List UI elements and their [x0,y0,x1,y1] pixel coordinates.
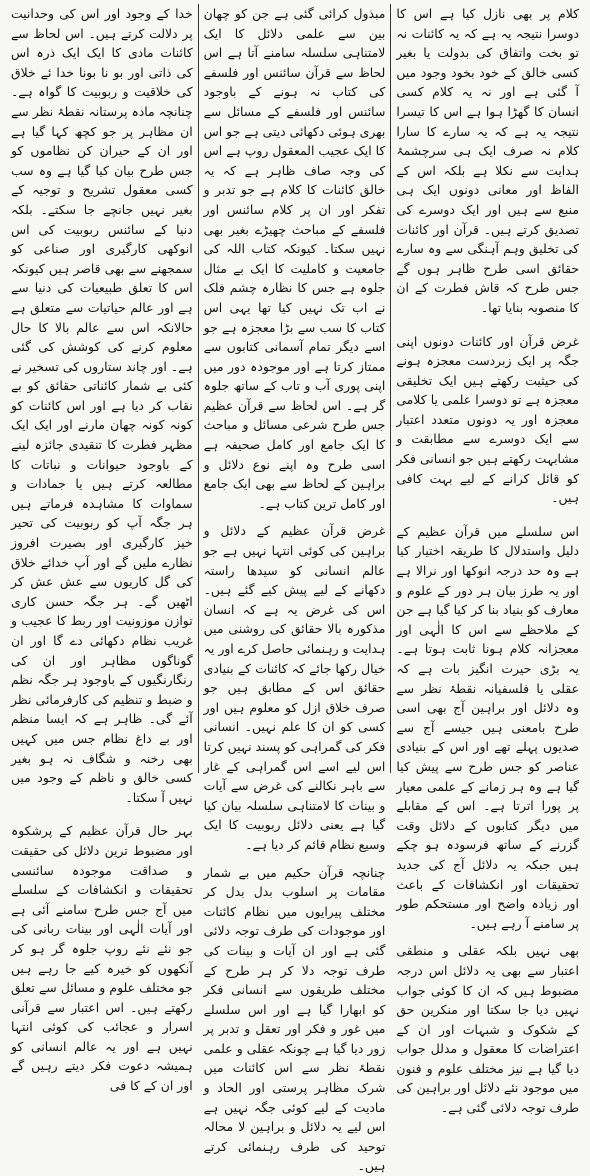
paragraph: بھی نہیں بلکہ عقلی و منطقی اعتبار سے بھی یہ دلائل اس درجہ مضبوط ہیں کہ ان کا کوئی جواب نہیں دیا جا سکتا اور منکرین حق کے شکوک و شبہات اور ان کے اعتراضات کا معقول و مدلل جواب دیا گیا ہے نیز مختلف علوم و فنون میں موجود نئے دلائل اور براہین کی طرف توجہ دلائی گئی ہے۔ [396,943,579,1116]
paragraph: کلام پر بھی نازل کیا ہے اس کا دوسرا نتیجہ یہ ہے کہ یہ کائنات نہ تو بخت واتفاق کی بدولت یا بغیر کسی خالق کے خود بخود وجود میں آ گئی ہے اور نہ یہ کلام کسی انسان کا گھڑا ہوا ہے اس کا تیسرا نتیجہ یہ ہے کہ یہ سارے کا سارا کلام نہ صرف ایک ہی سرچشمۂ ہدایت سے نکلا ہے بلکہ اس کے الفاظ اور معانی دونوں ایک ہی منبع سے ہیں اور ایک دوسرے کی تصدیق کرتے ہیں۔ قرآن اور کائنات کی تخلیق وہم آہنگی سے وہ سارے حقائق اسی طرح ظاہر ہوں گے جس طرح کہ قاش فطرت کے ان کا منصوبہ بنایا تھا۔ [396,6,579,315]
paragraph: اس سلسلے میں قرآن عظیم کے دلیل واستدلال کا طریقہ اختیار کیا ہے وہ حد درجہ انوکھا اور نرالا ہے اور یہ طرز بیان ہر دور کے علوم و معارف کو بنیاد بنا کر کیا گیا ہے جن کے ملاحظے سے اس کا الٰہی اور معجزانہ کلام ہونا ثابت ہوتا ہے۔ یہ بڑی حیرت انگیز بات ہے کہ عقلی یا فلسفیانہ نقطۂ نظر سے وہ دلائل اور براہین آج بھی اسی طرح بامعنی ہیں جیسے آج سے صدیوں پہلے تھے اور اس کے بنیادی عناصر کو جس طرح سے پیش کیا گیا ہے وہ ہر زمانے کے علمی معیار پر پورا اترتا ہے۔ اس کے مقابلے میں دیگر کتابوں کے دلائل وقت گزرنے کے ساتھ فرسودہ ہو چکے ہیں جبکہ یہ دلائل آج کی جدید تحقیقات اور انکشافات کے باعث اور زیادہ واضح اور مستحکم طور پر سامنے آ رہے ہیں۔ [396,523,579,931]
paragraph: مبذول کرائی گئی ہے جن کو چھان بین سے علمی دلائل کا ایک لامتناہی سلسلہ سامنے آتا ہے اس لحاظ سے قرآن سائنس اور فلسفے کی کتاب نہ ہونے کے باوجود سائنس اور فلسفے کے مسائل سے بھری ہوئی دکھائی دیتی ہے جو اس کا ایک عجیب المعقول روپ ہے اس کی وجہ صاف ظاہر ہے کہ یہ خالق کائنات کا کلام ہے جو تدبر و تفکر اور ان پر کلام سائنس اور فلسفے کے مباحث چھیڑے بغیر بھی نہیں سکتا۔ کیونکہ کتاب اللہ کی جامعیت و کاملیت کا ایک بے مثال جلوہ ہے جس کا نظارہ چشم فلک نے اب تک نہیں کیا تھا یہی اس کتاب کا سب سے بڑا معجزہ ہے جو اسے دیگر تمام آسمانی کتابوں سے ممتاز کرتا ہے اور موجودہ دور میں اپنی پوری آب و تاب کے ساتھ جلوہ گر ہے۔ اس لحاظ سے قرآن عظیم جس طرح شرعی مسائل و مباحث کا ایک جامع اور کامل صحیفہ ہے اسی طرح وہ اپنے نوع دلائل و براہین کے لحاظ سے بھی ایک جامع اور کامل ترین کتاب ہے۔ [203,6,386,511]
paragraph: چنانچہ قرآن حکیم میں بے شمار مقامات پر اسلوب بدل بدل کر مختلف پیرایوں میں نظام کائنات اور موجودات کی طرف توجہ دلائی گئی ہے اور ان آیات و بینات کی طرف توجہ دلا کر ہر طرح کے مختلف طریقوں سے انسانی فکر کو ابھارا گیا ہے اور اس سلسلے میں غور و فکر اور تعقل و تدبر پر زور دیا گیا ہے چونکہ عقلی و علمی نقطۂ نظر سے اس کائنات میں شرک مظاہر پرستی اور الحاد و مادیت کے لیے کوئی جگہ نہیں ہے اس لیے یہ دلائل و براہین لا محالہ توحید کی طرف رہنمائی کرتے ہیں۔ [203,864,386,1174]
text-column-middle [199,4,392,1174]
paragraph: خدا کے وجود اور اس کی وحدانیت پر دلالت کرتے ہیں۔ اس لحاظ سے کائنات مادی کا ایک ایک ذرہ اس کی ذاتی اور بو نا بونا خدا ئے خلاق کی خلاقیت و ربوبیت کا گواہ ہے۔ چنانچہ مادہ پرستانہ نقطۂ نظر سے ان مظاہر پر جو کچھ کہا گیا ہے اور ان کے حیران کن نظاموں کو جس طرح بیان کیا گیا ہے وہ سب کسی معقول تشریح و توجیہ کے بغیر نہیں جانچے جا سکتے۔ بلکہ دنیا کے سائنس ربوبیت کی اس انوکھی کارگیری اور صناعی کو سمجھنے سے بھی قاصر ہیں کیونکہ اس کا تعلق طبیعیات کی دنیا سے ہے اور عالم حیاتیات سے متعلق ہے حالانکہ اس سے عالم بالا کا حال معلوم کرنے کی کوشش کی گئی ہے۔ اور چاند ستاروں کی تسخیر نے کئی بے شمار کائناتی حقائق کو بے نقاب کر دیا ہے اور اس کائنات کو کونہ کونہ چھان مارنے اور ایک ایک مظہر فطرت کا تنقیدی جائزہ لینے کے باوجود حیوانات و نباتات کا مطالعہ کرتے ہیں یا جمادات و سماوات کا مشاہدہ فرماتے ہیں ہر جگہ آپ کو ربوبیت کی تحیر خیز کارگیری اور بصیرت افروز نظارے ملیں گے اور آپ خدائے خلاق کی گل کاریوں سے عش عش کر اٹھیں گے۔ ہر جگہ حسن کاری توازن موزونیت اور ربط کا عجیب و غریب نظام دکھائی دے گا اور ان گوناگوں مظاہر اور ان کی رنگارنگیوں کے باوجود ہر جگہ نظم و ضبط و تنظیم کی کارفرمائی نظر آئے گی۔ ظاہر ہے کہ ایسا منظم اور بے داغ نظام جس میں کہیں بھی رخنہ و شگاف نہ ہو بغیر کسی خالق و ناظم کے وجود میں نہیں آ سکتا۔ [11,6,193,805]
paragraph: غرض قرآن اور کائنات دونوں اپنی جگہ پر ایک زبردست معجزہ ہونے کی حیثیت رکھتے ہیں ایک تخلیقی معجزہ ہے تو دوسرا علمی یا کلامی معجزہ اور یہ دونوں متعدد اعتبار سے ایک دوسرے سے مطابقت و مشابہت رکھتے ہیں جو انسانی فکر کو قائل کرانے کے لیے بہت کافی ہیں۔ [396,333,579,506]
paragraph: غرض قرآن عظیم کے دلائل و براہین کی کوئی انتہا نہیں ہے جو عالم انسانی کو سیدھا راستہ دکھانے کے لیے پیش کیے گئے ہیں۔ اس کی غرض یہ ہے کہ انسان مذکورہ بالا حقائق کی روشنی میں ہدایت و رہنمائی حاصل کرے اور یہ خیال رکھا جائے کہ کائنات کے بنیادی حقائق اس کے مطابق ہیں جو صرف خلاق ازل کو معلوم ہیں اور کسی کو ان کا علم نہیں۔ انسانی فکر کی گمراہی کو پسند نہیں کرتا اس لیے اسے اس گمراہی کے غار سے باہر نکالنے کی غرض سے آیات و بینات کا لامتناہی سلسلہ بیان کیا گیا ہے یعنی دلائل ربوبیت کا ایک وسیع نظام قائم کر دیا ہے۔ [203,523,386,852]
text-column-left [6,4,199,1094]
paragraph: بہر حال قرآن عظیم کے پرشکوہ اور مضبوط ترین دلائل کی حقیقت و صداقت موجودہ سائنسی تحقیقات و انکشافات کے سلسلے میں آج جس طرح سامنے آئی ہے اور آیات الٰہی اور بینات ربانی کی جو نئے نئے روپ جلوہ گر ہو کر آنکھوں کو خیرہ کیے جا رہے ہیں جو مختلف علوم و مسائل سے تعلق رکھتے ہیں۔ اس اعتبار سے قرآنی اسرار و عجائب کی کوئی انتہا نہیں ہے اور یہ عالم انسانی کو ہمیشہ دعوت فکر دیتے رہیں گے اور ان کے کا فی [11,823,193,1094]
text-column-right [391,4,584,1116]
